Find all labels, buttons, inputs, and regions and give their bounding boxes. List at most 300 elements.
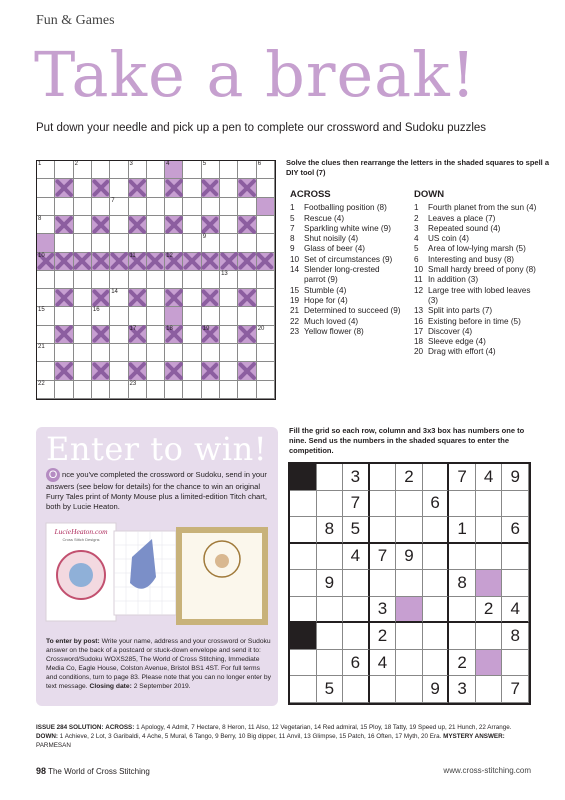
crossword-cell[interactable] <box>220 216 238 234</box>
crossword-cell[interactable] <box>202 234 220 252</box>
sudoku-cell: 2 <box>449 650 476 677</box>
crossword-cell[interactable] <box>165 234 183 252</box>
crossword-cell[interactable] <box>92 161 110 179</box>
crossword-cell[interactable] <box>220 307 238 325</box>
sudoku-cell: 7 <box>502 676 529 703</box>
crossword-shaded-cell[interactable] <box>257 198 275 216</box>
crossword-cell[interactable] <box>165 344 183 362</box>
crossword-cell[interactable] <box>257 362 275 380</box>
clue-item-number: 6 <box>414 254 419 264</box>
clue-item-text: Split into parts (7) <box>428 306 493 316</box>
crossword-cell[interactable] <box>147 216 165 234</box>
clue-number: 23 <box>129 380 137 387</box>
section-label: Fun & Games <box>36 13 115 28</box>
sudoku-cell[interactable] <box>502 544 529 571</box>
clue-item <box>414 224 542 234</box>
crossword-cell[interactable] <box>183 326 201 344</box>
crossword-cell[interactable] <box>74 381 92 399</box>
crossword-cell[interactable] <box>55 381 73 399</box>
crossword-cell[interactable] <box>183 216 201 234</box>
clue-item-text: Repeated sound (4) <box>428 223 501 233</box>
crossword-grid <box>36 160 276 400</box>
sudoku-cell: 4 <box>343 544 370 571</box>
post-text: Write your name, address and your crossword or Sudoku answer on the back of a postcard or stuck-down envelope and send it to: Crossword/Sudoku WOXS285, The World of Cross Stitching, Immediate Media Co, Eagle House, Colston Avenue, Bristol BS1 4ST. For full terms and conditions, turn to page 83. Please note that you can no longer enter by text message. <box>46 638 271 690</box>
sudoku-cell[interactable] <box>290 517 317 544</box>
sudoku-cell: 2 <box>476 597 503 624</box>
crossword-cell[interactable] <box>257 326 275 344</box>
crossword-block <box>165 179 183 197</box>
crossword-cell[interactable] <box>220 161 238 179</box>
sudoku-cell[interactable] <box>290 491 317 518</box>
clue-item-number: 12 <box>414 285 424 295</box>
clue-item-number: 13 <box>414 306 424 316</box>
clue-item-text: Determined to succeed (9) <box>304 306 401 316</box>
crossword-cell[interactable] <box>110 216 128 234</box>
sudoku-cell: 7 <box>343 491 370 518</box>
crossword-cell[interactable] <box>110 326 128 344</box>
crossword-cell[interactable] <box>74 307 92 325</box>
crossword-cell[interactable] <box>147 344 165 362</box>
sudoku-cell: 5 <box>317 676 344 703</box>
crossword-block <box>110 253 128 271</box>
clue-number: 21 <box>38 344 45 351</box>
clue-number: 8 <box>38 215 42 222</box>
crossword-cell[interactable] <box>257 381 275 399</box>
crossword-block <box>129 326 147 344</box>
sudoku-cell[interactable] <box>476 623 503 650</box>
clue-instructions: Solve the clues then rearrange the letters in the shaded squares to spell a DIY tool (7) <box>286 158 550 177</box>
crossword-cell[interactable] <box>55 198 73 216</box>
crossword-cell[interactable] <box>37 307 55 325</box>
crossword-cell[interactable] <box>202 161 220 179</box>
crossword-cell[interactable] <box>220 344 238 362</box>
sudoku-cell[interactable] <box>449 544 476 571</box>
sudoku-cell[interactable] <box>449 491 476 518</box>
footer-url: www.cross-stitching.com <box>443 766 531 775</box>
sudoku-cell[interactable] <box>396 676 423 703</box>
sudoku-cell: 8 <box>317 517 344 544</box>
crossword-cell[interactable] <box>37 344 55 362</box>
clue-number: 18 <box>166 325 173 332</box>
sudoku-cell[interactable] <box>370 570 397 597</box>
clue-item <box>290 306 402 316</box>
crossword-cell[interactable] <box>55 344 73 362</box>
crossword-cell[interactable] <box>110 234 128 252</box>
crossword-cell[interactable] <box>238 234 256 252</box>
sudoku-cell[interactable] <box>423 517 450 544</box>
sudoku-cell: 9 <box>423 676 450 703</box>
crossword-cell[interactable] <box>183 179 201 197</box>
crossword-cell[interactable] <box>55 161 73 179</box>
crossword-cell[interactable] <box>202 198 220 216</box>
clue-item <box>414 203 542 213</box>
crossword-cell[interactable] <box>37 362 55 380</box>
crossword-cell[interactable] <box>74 362 92 380</box>
sudoku-cell: 6 <box>343 650 370 677</box>
crossword-cell[interactable] <box>220 234 238 252</box>
clue-item <box>290 214 402 224</box>
crossword-cell[interactable] <box>257 344 275 362</box>
clue-item-text: Discover (4) <box>428 326 473 336</box>
drop-cap: O <box>46 468 60 482</box>
crossword-cell[interactable] <box>74 234 92 252</box>
crossword-cell[interactable] <box>165 271 183 289</box>
mouse-icon <box>215 554 229 568</box>
sudoku-cell[interactable] <box>343 623 370 650</box>
crossword-cell[interactable] <box>92 307 110 325</box>
crossword-cell[interactable] <box>110 344 128 362</box>
sudoku-cell: 4 <box>502 597 529 624</box>
crossword-cell[interactable] <box>147 198 165 216</box>
crossword-cell[interactable] <box>183 271 201 289</box>
crossword-cell[interactable] <box>183 344 201 362</box>
crossword-cell[interactable] <box>257 234 275 252</box>
crossword-cell[interactable] <box>238 161 256 179</box>
crossword-block <box>238 253 256 271</box>
crossword-cell[interactable] <box>220 326 238 344</box>
sudoku-cell[interactable] <box>423 570 450 597</box>
crossword-cell[interactable] <box>257 307 275 325</box>
crossword-cell[interactable] <box>92 271 110 289</box>
sudoku-cell: 6 <box>502 517 529 544</box>
sudoku-cell[interactable] <box>423 464 450 491</box>
crossword-cell[interactable] <box>74 344 92 362</box>
sudoku-cell[interactable] <box>423 544 450 571</box>
sudoku-shaded-cell[interactable] <box>476 650 503 677</box>
crossword-cell[interactable] <box>129 234 147 252</box>
crossword-cell[interactable] <box>183 234 201 252</box>
crossword-cell[interactable] <box>74 326 92 344</box>
clue-item-text: Area of low-lying marsh (5) <box>428 244 526 254</box>
clue-item <box>414 327 542 337</box>
crossword-cell[interactable] <box>147 161 165 179</box>
crossword-shaded-cell[interactable] <box>165 307 183 325</box>
sudoku-cell[interactable] <box>476 544 503 571</box>
clue-item-text: Glass of beer (4) <box>304 244 365 254</box>
crossword-cell[interactable] <box>220 362 238 380</box>
crossword-cell[interactable] <box>147 179 165 197</box>
enter-to-win-panel <box>36 427 278 706</box>
crossword-cell[interactable] <box>202 381 220 399</box>
clue-number: 20 <box>257 325 265 332</box>
clue-item <box>414 255 542 265</box>
clue-item-text: US coin (4) <box>428 234 469 244</box>
crossword-cell[interactable] <box>220 271 238 289</box>
sudoku-cell[interactable] <box>290 544 317 571</box>
closing-date: 2 September 2019. <box>133 683 191 690</box>
sudoku-cell: 4 <box>476 464 503 491</box>
post-label: To enter by post: <box>46 638 100 645</box>
crossword-block <box>202 326 220 344</box>
clue-item-number: 9 <box>290 244 295 254</box>
clue-item-number: 14 <box>290 265 300 275</box>
sudoku-shaded-cell[interactable] <box>290 464 317 491</box>
crossword-cell[interactable] <box>257 271 275 289</box>
win-body-text: nce you've completed the crossword or Sudoku, send in your answers (see below for details) for the chance to win an original Furry Tales print of Monty Mouse plus a limited-edition Titch chart, both by Lucie Heaton. <box>46 470 268 511</box>
sudoku-shaded-cell[interactable] <box>396 597 423 624</box>
crossword-cell[interactable] <box>129 161 147 179</box>
crossword-cell[interactable] <box>238 307 256 325</box>
crossword-cell[interactable] <box>37 198 55 216</box>
crossword-cell[interactable] <box>92 234 110 252</box>
sudoku-cell[interactable] <box>290 597 317 624</box>
sudoku-cell[interactable] <box>502 650 529 677</box>
clue-item <box>414 275 542 285</box>
crossword-block <box>238 326 256 344</box>
crossword-cell[interactable] <box>37 161 55 179</box>
crossword-cell[interactable] <box>37 216 55 234</box>
crossword-cell[interactable] <box>55 234 73 252</box>
crossword-cell[interactable] <box>74 271 92 289</box>
crossword-cell[interactable] <box>110 161 128 179</box>
crossword-cell[interactable] <box>110 289 128 307</box>
sudoku-cell: 9 <box>396 544 423 571</box>
crossword-cell[interactable] <box>257 179 275 197</box>
crossword-cell[interactable] <box>147 362 165 380</box>
crossword-cell[interactable] <box>147 271 165 289</box>
crossword-cell[interactable] <box>183 289 201 307</box>
crossword-block <box>238 179 256 197</box>
crossword-block <box>129 179 147 197</box>
clue-item <box>414 265 542 275</box>
sudoku-cell[interactable] <box>290 570 317 597</box>
sudoku-cell[interactable] <box>423 623 450 650</box>
clue-item <box>414 234 542 244</box>
sudoku-cell[interactable] <box>343 676 370 703</box>
crossword-cell[interactable] <box>238 271 256 289</box>
clue-item-text: Leaves a place (7) <box>428 213 496 223</box>
sudoku-cell[interactable] <box>317 597 344 624</box>
crossword-block <box>37 253 55 271</box>
clue-item-text: Interesting and busy (8) <box>428 254 515 264</box>
sudoku-cell[interactable] <box>476 676 503 703</box>
sudoku-cell: 9 <box>317 570 344 597</box>
crossword-block <box>55 289 73 307</box>
clue-item-text: Existing before in time (5) <box>428 316 521 326</box>
sudoku-cell[interactable] <box>476 517 503 544</box>
crossword-shaded-cell[interactable] <box>165 161 183 179</box>
crossword-cell[interactable] <box>129 381 147 399</box>
clue-item <box>414 306 542 316</box>
clue-item-number: 1 <box>414 203 419 213</box>
clue-item <box>414 347 542 357</box>
crossword-block <box>183 253 201 271</box>
crossword-cell[interactable] <box>37 289 55 307</box>
clue-number: 12 <box>166 252 173 259</box>
crossword-cell[interactable] <box>74 198 92 216</box>
crossword-cell[interactable] <box>110 307 128 325</box>
clue-number: 3 <box>129 161 133 167</box>
crossword-cell[interactable] <box>238 344 256 362</box>
clue-number: 4 <box>166 161 170 167</box>
sudoku-cell: 3 <box>343 464 370 491</box>
crossword-cell[interactable] <box>129 198 147 216</box>
sudoku-cell[interactable] <box>423 597 450 624</box>
crossword-cell[interactable] <box>110 381 128 399</box>
crossword-block <box>129 216 147 234</box>
clue-item <box>290 244 402 254</box>
crossword-cell[interactable] <box>257 216 275 234</box>
crossword-cell[interactable] <box>92 381 110 399</box>
crossword-block <box>129 362 147 380</box>
clue-item-number: 16 <box>414 316 424 326</box>
sudoku-cell[interactable] <box>317 650 344 677</box>
across-heading: ACROSS <box>290 189 331 200</box>
sudoku-cell: 3 <box>449 676 476 703</box>
crossword-cell[interactable] <box>129 344 147 362</box>
solution-down: 1 Achieve, 2 Lot, 3 Garibaldi, 4 Ache, 5 Mural, 6 Tango, 9 Berry, 10 Big dipper, 11 Anvil, 13 Glimpse, 15 Patch, 16 Often, 17 Myth, 20 Era. <box>59 733 442 740</box>
clue-item-number: 10 <box>290 254 300 264</box>
crossword-cell[interactable] <box>55 271 73 289</box>
clue-item <box>414 244 542 254</box>
crossword-block <box>92 216 110 234</box>
crossword-block <box>238 216 256 234</box>
sudoku-cell: 6 <box>423 491 450 518</box>
crossword-cell[interactable] <box>110 362 128 380</box>
crossword-cell[interactable] <box>183 161 201 179</box>
crossword-cell[interactable] <box>220 289 238 307</box>
sudoku-cell: 9 <box>502 464 529 491</box>
clue-number: 10 <box>38 252 45 259</box>
crossword-cell[interactable] <box>74 289 92 307</box>
crossword-cell[interactable] <box>183 362 201 380</box>
crossword-cell[interactable] <box>147 289 165 307</box>
sudoku-cell[interactable] <box>396 650 423 677</box>
clue-item <box>290 317 402 327</box>
sudoku-cell[interactable] <box>396 517 423 544</box>
sudoku-cell[interactable] <box>449 597 476 624</box>
crossword-cell[interactable] <box>74 179 92 197</box>
sudoku-cell[interactable] <box>343 570 370 597</box>
crossword-block <box>55 179 73 197</box>
clue-item-number: 11 <box>414 275 423 285</box>
sudoku-cell[interactable] <box>290 676 317 703</box>
clue-item-number: 22 <box>290 316 300 326</box>
down-clues <box>414 190 542 358</box>
crossword-cell[interactable] <box>220 381 238 399</box>
clue-item-text: Slender long-crested parrot (9) <box>304 265 380 285</box>
crossword-cell[interactable] <box>110 271 128 289</box>
crossword-cell[interactable] <box>165 381 183 399</box>
prize-image <box>44 517 272 629</box>
clue-item-text: Stumble (4) <box>304 285 347 295</box>
crossword-cell[interactable] <box>183 198 201 216</box>
sudoku-cell[interactable] <box>370 491 397 518</box>
crossword-cell[interactable] <box>220 179 238 197</box>
crossword-block <box>165 216 183 234</box>
crossword-cell[interactable] <box>257 289 275 307</box>
sudoku-cell[interactable] <box>290 650 317 677</box>
prize-sub: Cross Stitch Designs <box>62 537 100 542</box>
clue-item-text: Drag with effort (4) <box>428 347 496 357</box>
crossword-block <box>202 289 220 307</box>
crossword-cell[interactable] <box>220 198 238 216</box>
sudoku-cell[interactable] <box>343 597 370 624</box>
crossword-cell[interactable] <box>129 307 147 325</box>
clue-item-number: 10 <box>414 265 424 275</box>
sudoku-cell[interactable] <box>423 650 450 677</box>
crossword-cell[interactable] <box>37 326 55 344</box>
crossword-shaded-cell[interactable] <box>37 234 55 252</box>
crossword-cell[interactable] <box>147 234 165 252</box>
closing-label: Closing date: <box>89 683 132 690</box>
crossword-cell[interactable] <box>55 307 73 325</box>
mystery-answer: PARMESAN <box>36 742 71 749</box>
crossword-cell[interactable] <box>37 179 55 197</box>
sudoku-shaded-cell[interactable] <box>476 570 503 597</box>
sudoku-cell[interactable] <box>449 623 476 650</box>
crossword-block <box>74 253 92 271</box>
bird-icon <box>69 563 93 587</box>
crossword-block <box>147 253 165 271</box>
sudoku-cell[interactable] <box>502 570 529 597</box>
crossword-cell[interactable] <box>37 271 55 289</box>
clue-item-number: 4 <box>414 234 419 244</box>
solution-across: 1 Apology, 4 Admit, 7 Hectare, 8 Heron, 11 Also, 12 Vegetarian, 14 Red admiral, 15 Ploy, 18 Tatty, 19 Speed up, 21 Hunch, 22 Arrange. <box>136 724 512 731</box>
sudoku-cell[interactable] <box>396 570 423 597</box>
crossword-cell[interactable] <box>202 307 220 325</box>
crossword-cell[interactable] <box>110 179 128 197</box>
crossword-cell[interactable] <box>92 344 110 362</box>
crossword-cell[interactable] <box>202 271 220 289</box>
sudoku-cell[interactable] <box>317 491 344 518</box>
clue-item <box>414 317 542 327</box>
clue-item-text: Large tree with lobed leaves (3) <box>428 285 531 305</box>
crossword-cell[interactable] <box>165 198 183 216</box>
clue-item <box>290 327 402 337</box>
sudoku-shaded-cell[interactable] <box>290 623 317 650</box>
mystery-label: MYSTERY ANSWER: <box>443 733 505 740</box>
sudoku-cell: 4 <box>370 650 397 677</box>
crossword-cell[interactable] <box>147 307 165 325</box>
crossword-cell[interactable] <box>183 381 201 399</box>
crossword-cell[interactable] <box>238 198 256 216</box>
sudoku-cell[interactable] <box>502 491 529 518</box>
clue-item-text: Yellow flower (8) <box>304 326 364 336</box>
crossword-cell[interactable] <box>257 161 275 179</box>
footer-left <box>36 766 150 776</box>
clue-item-number: 18 <box>414 337 424 347</box>
crossword-block <box>165 326 183 344</box>
print-canvas <box>182 533 262 619</box>
crossword-cell[interactable] <box>37 381 55 399</box>
sudoku-cell[interactable] <box>476 491 503 518</box>
sudoku-cell[interactable] <box>370 517 397 544</box>
sudoku-cell[interactable] <box>396 491 423 518</box>
crossword-cell[interactable] <box>147 381 165 399</box>
previous-solution <box>36 723 531 750</box>
clue-number: 7 <box>111 197 115 204</box>
crossword-cell[interactable] <box>129 271 147 289</box>
crossword-cell[interactable] <box>202 344 220 362</box>
crossword-cell[interactable] <box>74 216 92 234</box>
sudoku-cell[interactable] <box>317 544 344 571</box>
sudoku-cell[interactable] <box>370 464 397 491</box>
crossword-cell[interactable] <box>74 161 92 179</box>
sudoku-cell[interactable] <box>370 676 397 703</box>
crossword-cell[interactable] <box>110 198 128 216</box>
crossword-cell[interactable] <box>238 381 256 399</box>
crossword-cell[interactable] <box>147 326 165 344</box>
sudoku-cell[interactable] <box>317 623 344 650</box>
sudoku-cell[interactable] <box>396 623 423 650</box>
crossword-cell[interactable] <box>183 307 201 325</box>
crossword-block <box>202 253 220 271</box>
sudoku-cell[interactable] <box>317 464 344 491</box>
crossword-block <box>238 289 256 307</box>
crossword-cell[interactable] <box>92 198 110 216</box>
clue-number: 1 <box>38 161 42 167</box>
